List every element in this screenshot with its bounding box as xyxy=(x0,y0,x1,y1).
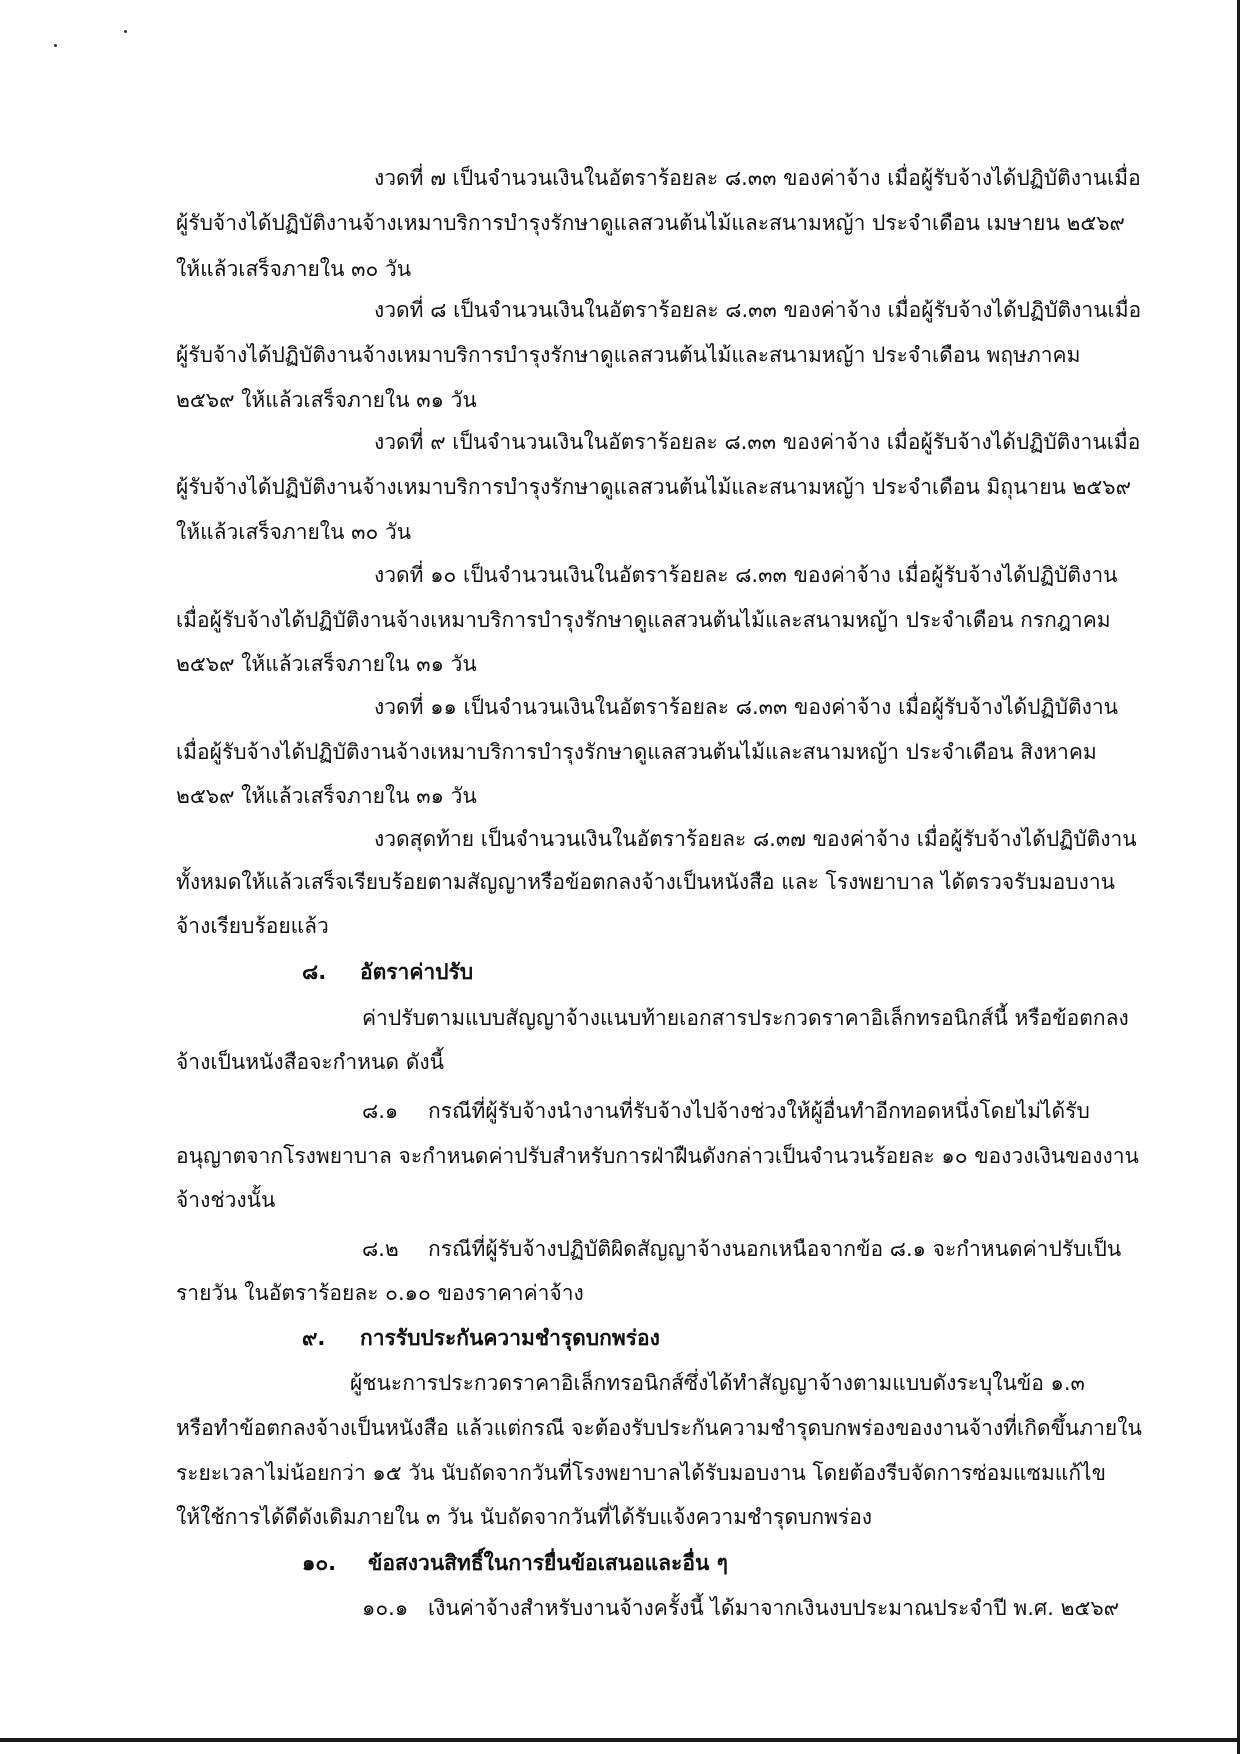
section-title: การรับประกันความชำรุดบกพร่อง xyxy=(360,1326,660,1350)
section-title: ข้อสงวนสิทธิ์ในการยื่นข้อเสนอและอื่น ๆ xyxy=(368,1551,728,1575)
paragraph-line: ผู้ชนะการประกวดราคาอิเล็กทรอนิกส์ซึ่งได้ทำสัญญาจ้างตามแบบดังระบุในข้อ ๑.๓ xyxy=(350,1371,1085,1395)
paragraph-line: ให้แล้วเสร็จภายใน ๓๐ วัน xyxy=(176,257,412,281)
paragraph-line: ให้แล้วเสร็จภายใน ๓๐ วัน xyxy=(176,520,412,544)
section-number: ๑๐. xyxy=(302,1551,337,1575)
paragraph-line: ค่าปรับตามแบบสัญญาจ้างแนบท้ายเอกสารประกวดราคาอิเล็กทรอนิกส์นี้ หรือข้อตกลง xyxy=(362,1006,1129,1030)
paragraph-line: เมื่อผู้รับจ้างได้ปฏิบัติงานจ้างเหมาบริการบำรุงรักษาดูแลสวนต้นไม้และสนามหญ้า ประจำเดือน กรกฎาคม xyxy=(176,608,1111,632)
paragraph-line: งวดที่ ๙ เป็นจำนวนเงินในอัตราร้อยละ ๘.๓๓ ของค่าจ้าง เมื่อผู้รับจ้างได้ปฏิบัติงานเมื่อ xyxy=(374,430,1141,454)
paragraph-line: ทั้งหมดให้แล้วเสร็จเรียบร้อยตามสัญญาหรือข้อตกลงจ้างเป็นหนังสือ และ โรงพยาบาล ได้ตรวจรับมอบงาน xyxy=(176,870,1115,894)
paragraph-line: จ้างช่วงนั้น xyxy=(176,1188,276,1212)
paragraph-line: ให้ใช้การได้ดีดังเดิมภายใน ๓ วัน นับถัดจากวันที่ได้รับแจ้งความชำรุดบกพร่อง xyxy=(176,1505,873,1529)
section-heading-10 xyxy=(302,1549,728,1577)
scan-border-bottom xyxy=(0,1738,1240,1742)
paragraph-line: จ้างเรียบร้อยแล้ว xyxy=(176,914,329,938)
paragraph-line: งวดที่ ๑๑ เป็นจำนวนเงินในอัตราร้อยละ ๘.๓๓ ของค่าจ้าง เมื่อผู้รับจ้างได้ปฏิบัติงาน xyxy=(374,695,1118,719)
sub-item-line xyxy=(362,1594,1119,1622)
section-number: ๙. xyxy=(302,1326,326,1350)
sub-item-line xyxy=(362,1235,1121,1263)
paragraph-line: จ้างเป็นหนังสือจะกำหนด ดังนี้ xyxy=(176,1050,444,1074)
paragraph-line: ระยะเวลาไม่น้อยกว่า ๑๕ วัน นับถัดจากวันที่โรงพยาบาลได้รับมอบงาน โดยต้องรีบจัดการซ่อมแซมแก้ไข xyxy=(176,1461,1106,1485)
paragraph-line: ๒๕๖๙ ให้แล้วเสร็จภายใน ๓๑ วัน xyxy=(176,784,477,808)
item-text: กรณีที่ผู้รับจ้างปฏิบัติผิดสัญญาจ้างนอกเหนือจากข้อ ๘.๑ จะกำหนดค่าปรับเป็น xyxy=(428,1237,1122,1261)
scan-speck xyxy=(54,44,57,47)
paragraph-line: งวดสุดท้าย เป็นจำนวนเงินในอัตราร้อยละ ๘.๓๗ ของค่าจ้าง เมื่อผู้รับจ้างได้ปฏิบัติงาน xyxy=(374,827,1137,851)
paragraph-line: งวดที่ ๑๐ เป็นจำนวนเงินในอัตราร้อยละ ๘.๓๓ ของค่าจ้าง เมื่อผู้รับจ้างได้ปฏิบัติงาน xyxy=(374,563,1118,587)
paragraph-line: เมื่อผู้รับจ้างได้ปฏิบัติงานจ้างเหมาบริการบำรุงรักษาดูแลสวนต้นไม้และสนามหญ้า ประจำเดือน สิงหาคม xyxy=(176,740,1097,764)
paragraph-line: รายวัน ในอัตราร้อยละ ๐.๑๐ ของราคาค่าจ้าง xyxy=(176,1281,584,1305)
item-number: ๑๐.๑ xyxy=(362,1596,409,1620)
item-number: ๘.๑ xyxy=(362,1099,399,1123)
paragraph-line: หรือทำข้อตกลงจ้างเป็นหนังสือ แล้วแต่กรณี จะต้องรับประกันความชำรุดบกพร่องของงานจ้างที่เกิดขึ้นภายใน xyxy=(176,1416,1142,1440)
item-text: เงินค่าจ้างสำหรับงานจ้างครั้งนี้ ได้มาจากเงินงบประมาณประจำปี พ.ศ. ๒๕๖๙ xyxy=(428,1596,1120,1620)
paragraph-line: อนุญาตจากโรงพยาบาล จะกำหนดค่าปรับสำหรับการฝ่าฝืนดังกล่าวเป็นจำนวนร้อยละ ๑๐ ของวงเงินของงาน xyxy=(176,1144,1139,1168)
paragraph-line: ผู้รับจ้างได้ปฏิบัติงานจ้างเหมาบริการบำรุงรักษาดูแลสวนต้นไม้และสนามหญ้า ประจำเดือน พฤษภาคม xyxy=(176,343,1081,367)
paragraph-line: งวดที่ ๗ เป็นจำนวนเงินในอัตราร้อยละ ๘.๓๓ ของค่าจ้าง เมื่อผู้รับจ้างได้ปฏิบัติงานเมื่อ xyxy=(374,166,1141,190)
paragraph-line: ผู้รับจ้างได้ปฏิบัติงานจ้างเหมาบริการบำรุงรักษาดูแลสวนต้นไม้และสนามหญ้า ประจำเดือน มิถุนายน ๒๕๖๙ xyxy=(176,475,1131,499)
scan-speck xyxy=(124,30,127,33)
section-heading-8 xyxy=(302,958,473,986)
paragraph-line: งวดที่ ๘ เป็นจำนวนเงินในอัตราร้อยละ ๘.๓๓ ของค่าจ้าง เมื่อผู้รับจ้างได้ปฏิบัติงานเมื่อ xyxy=(374,298,1142,322)
sub-item-line xyxy=(362,1097,1090,1125)
paragraph-line: ๒๕๖๙ ให้แล้วเสร็จภายใน ๓๑ วัน xyxy=(176,388,477,412)
section-number: ๘. xyxy=(302,960,327,984)
section-heading-9 xyxy=(302,1324,660,1352)
paragraph-line: ผู้รับจ้างได้ปฏิบัติงานจ้างเหมาบริการบำรุงรักษาดูแลสวนต้นไม้และสนามหญ้า ประจำเดือน เมษายน ๒๕๖๙ xyxy=(176,211,1125,235)
item-text: กรณีที่ผู้รับจ้างนำงานที่รับจ้างไปจ้างช่วงให้ผู้อื่นทำอีกทอดหนึ่งโดยไม่ได้รับ xyxy=(428,1099,1090,1123)
paragraph-line: ๒๕๖๙ ให้แล้วเสร็จภายใน ๓๑ วัน xyxy=(176,652,477,676)
item-number: ๘.๒ xyxy=(362,1237,399,1261)
section-title: อัตราค่าปรับ xyxy=(360,960,474,984)
